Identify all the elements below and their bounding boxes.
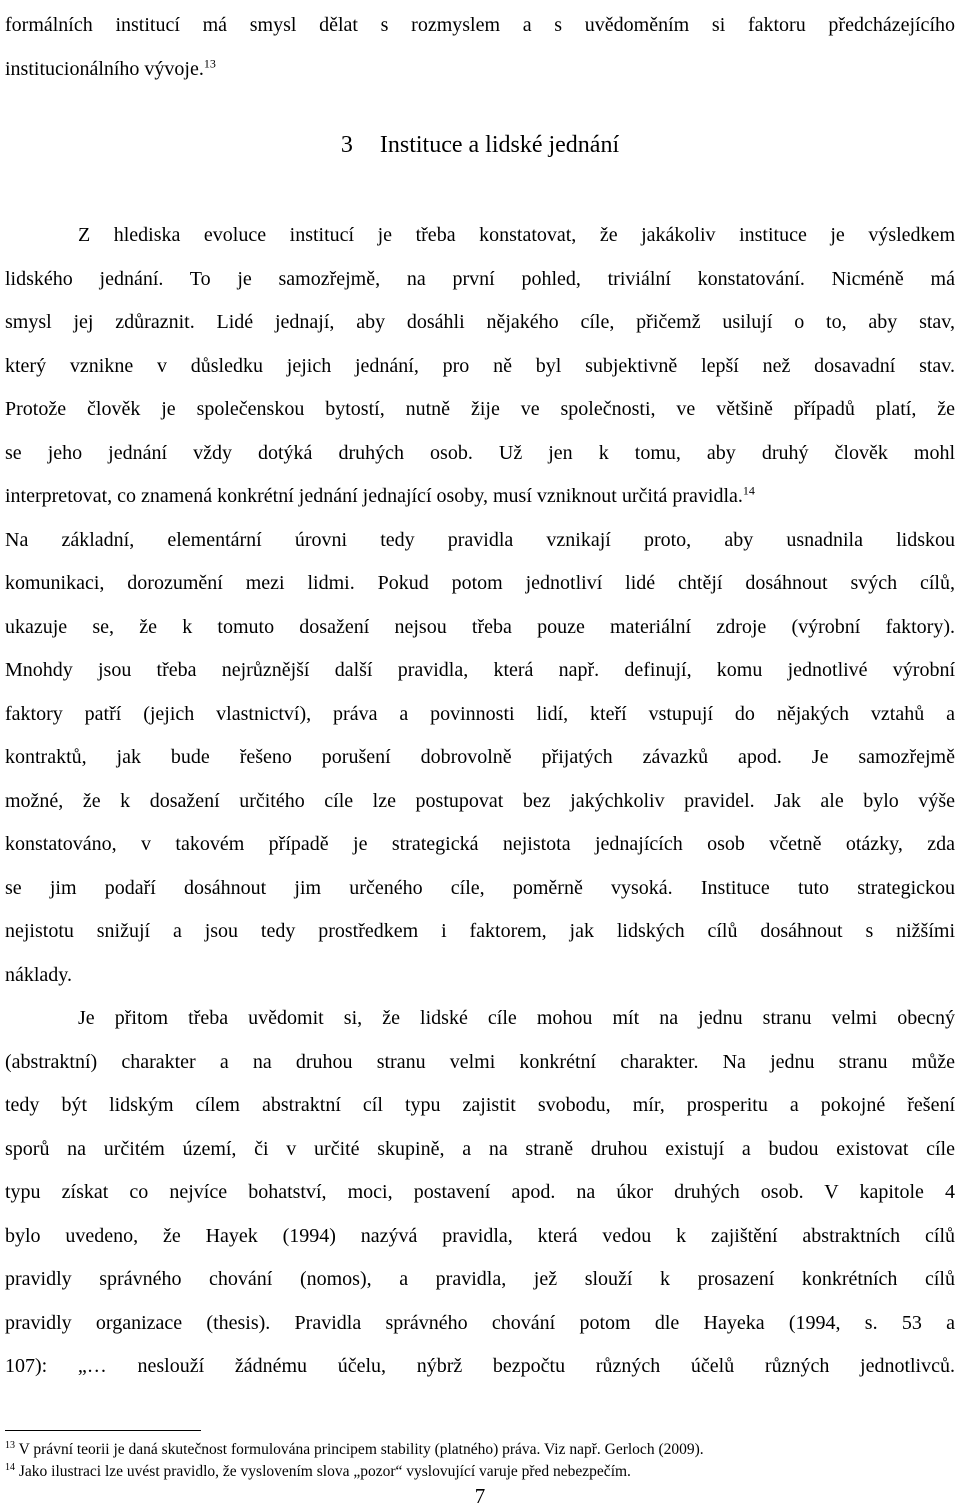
text-line: náklady. <box>5 963 73 986</box>
text-line: bylo uvedeno, že Hayek (1994) nazývá pravidla, která vedou k zajištění abstraktních cílů <box>5 1224 955 1247</box>
text-line: smysl jej zdůraznit. Lidé jednají, aby dosáhli nějakého cíle, přičemž usilují o to, aby stav, <box>5 311 955 333</box>
footnote-text: Jako ilustraci lze uvést pravidlo, že vyslovením slova „pozor“ vyslovující varuje před nebezpečím. <box>18 1463 631 1480</box>
text-line: institucionálního vývoje.$^{13}$ <box>5 55 216 80</box>
text-line: (abstraktní) charakter a na druhou stranu velmi konkrétní charakter. Na jednu stranu může <box>5 1050 955 1073</box>
text-line: Je přitom třeba uvědomit si, že lidské cíle mohou mít na jednu stranu velmi obecný <box>78 1007 955 1029</box>
text-line: faktory patří (jejich vlastnictví), práva a povinnosti lidí, kteří vstupují do nějakých vztahů a <box>5 702 955 725</box>
footnote-text: V právní teorii je daná skutečnost formulována principem stability (platného) práva. Viz např. Gerloch (2009). <box>18 1441 704 1458</box>
text-line: se jeho jednání vždy dotýká druhých osob. Už jen k tomu, aby druhý člověk mohl <box>5 441 955 464</box>
text-line: se jim podaří dosáhnout jim určeného cíle, poměrně vysoká. Instituce tuto strategickou <box>5 876 955 899</box>
body-text <box>5 214 955 1389</box>
text-line: sporů na určitém území, či v určité skupině, a na straně druhou existují a budou existovat cíle <box>5 1137 955 1160</box>
text-line: lidského jednání. To je samozřejmě, na první pohled, triviální konstatování. Nicméně má <box>5 267 955 290</box>
text-line: konstatováno, v takovém případě je strategická nejistota jednajících osob včetně otázky, zda <box>5 833 955 855</box>
footnote <box>5 1439 960 1461</box>
text-line: 107): „… neslouží žádnému účelu, nýbrž bezpočtu různých účelů různých jednotlivců. <box>5 1355 955 1377</box>
text-line: možné, že k dosažení určitého cíle lze postupovat bez jakýchkoliv pravidel. Jak ale bylo výše <box>5 789 955 812</box>
text-line: Protože člověk je společenskou bytostí, nutně žije ve společnosti, ve většině případů platí, že <box>5 398 955 420</box>
text-line: kontraktů, jak bude řešeno porušení dobrovolně přijatých závazků apod. Je samozřejmě <box>5 746 955 768</box>
footnotes <box>5 1439 960 1483</box>
chapter-heading <box>0 127 960 163</box>
footnote-number: 13 <box>5 1439 15 1451</box>
text-line: pravidly správného chování (nomos), a pravidla, jež slouží k prosazení konkrétních cílů <box>5 1268 955 1290</box>
footnote <box>5 1461 960 1483</box>
text-line: pravidly organizace (thesis). Pravidla správného chování potom dle Hayeka (1994, s. 53 a <box>5 1311 955 1334</box>
text-line: formálních institucí má smysl dělat s rozmyslem a s uvědoměním si faktoru předcházejícího <box>5 14 955 36</box>
footnote-ref: 14 <box>742 483 755 498</box>
text-line: který vznikne v důsledku jejich jednání, pro ně byl subjektivně lepší než dosavadní stav. <box>5 354 955 377</box>
chapter-number: 3 <box>340 132 353 158</box>
intro-text <box>5 4 955 91</box>
text-line: tedy být lidským cílem abstraktní cíl typu zajistit svobodu, mír, prosperitu a pokojné řešení <box>5 1094 955 1116</box>
page-number: 7 <box>474 1484 486 1508</box>
text-line: typu získat co nejvíce bohatství, moci, postavení apod. na úkor druhých osob. V kapitole 4 <box>5 1181 955 1203</box>
text-line: komunikaci, dorozumění mezi lidmi. Pokud potom jednotliví lidé chtějí dosáhnout svých cílů, <box>5 572 955 594</box>
text-line: ukazuje se, že k tomuto dosažení nejsou třeba pouze materiální zdroje (výrobní faktory). <box>5 615 955 638</box>
footnote-divider <box>5 1430 201 1431</box>
footnote-ref: 13 <box>203 55 216 70</box>
text-line: Na základní, elementární úrovni tedy pravidla vznikají proto, aby usnadnila lidskou <box>5 528 955 551</box>
text-line: Z hlediska evoluce institucí je třeba konstatovat, že jakákoliv instituce je výsledkem <box>78 224 955 246</box>
chapter-title: Instituce a lidské jednání <box>379 132 620 158</box>
text-line: Mnohdy jsou třeba nejrůznější další pravidla, která např. definují, komu jednotlivé výrobní <box>5 659 955 681</box>
text-line: nejistotu snižují a jsou tedy prostředkem i faktorem, jak lidských cílů dosáhnout s nižšími <box>5 920 955 942</box>
text-line: interpretovat, co znamená konkrétní jednání jednající osoby, musí vzniknout určitá pravidla.$^{14}$ <box>5 483 755 507</box>
footnote-number: 14 <box>5 1461 15 1473</box>
